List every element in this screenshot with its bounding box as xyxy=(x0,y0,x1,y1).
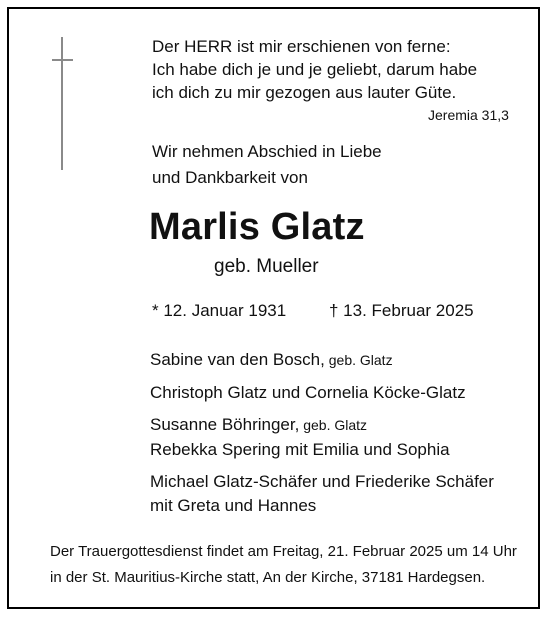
verse-line: Der HERR ist mir erschienen von ferne: xyxy=(152,37,451,56)
birth-date: * 12. Januar 1931 xyxy=(152,301,287,320)
intro-line: Wir nehmen Abschied in Liebe xyxy=(152,142,382,161)
farewell-intro xyxy=(152,139,382,191)
birth-name: geb. Mueller xyxy=(214,256,319,277)
mourner-name: Sabine van den Bosch, xyxy=(150,350,325,369)
mourner-line xyxy=(150,472,494,492)
verse-source: Jeremia 31,3 xyxy=(428,107,509,123)
mourner-name: mit Greta und Hannes xyxy=(150,496,317,515)
death-date: † 13. Februar 2025 xyxy=(329,301,474,320)
mourner-line xyxy=(150,350,393,370)
bible-verse xyxy=(152,35,477,104)
deceased-name: Marlis Glatz xyxy=(149,206,365,248)
intro-line: und Dankbarkeit von xyxy=(152,168,308,187)
service-notice-line: Der Trauergottesdienst findet am Freitag, 21. Februar 2025 um 14 Uhr xyxy=(50,543,517,560)
mourner-line xyxy=(150,440,450,460)
cross-icon-bar xyxy=(52,59,73,61)
cross-icon xyxy=(61,37,63,170)
mourner-name: Michael Glatz-Schäfer und Friederike Schäfer xyxy=(150,472,494,491)
mourner-name: Susanne Böhringer, xyxy=(150,415,300,434)
mourner-line xyxy=(150,383,466,403)
mourner-birth-name: geb. Glatz xyxy=(324,352,393,368)
mourner-name: Rebekka Spering mit Emilia und Sophia xyxy=(150,440,450,459)
mourner-line xyxy=(150,415,367,435)
mourner-birth-name: geb. Glatz xyxy=(299,417,368,433)
verse-line: ich dich zu mir gezogen aus lauter Güte. xyxy=(152,83,457,102)
service-notice-line: in der St. Mauritius-Kirche statt, An der Kirche, 37181 Hardegsen. xyxy=(50,569,486,586)
mourner-name: Christoph Glatz und Cornelia Köcke-Glatz xyxy=(150,383,466,402)
mourner-line xyxy=(150,496,316,516)
verse-line: Ich habe dich je und je geliebt, darum habe xyxy=(152,60,478,79)
